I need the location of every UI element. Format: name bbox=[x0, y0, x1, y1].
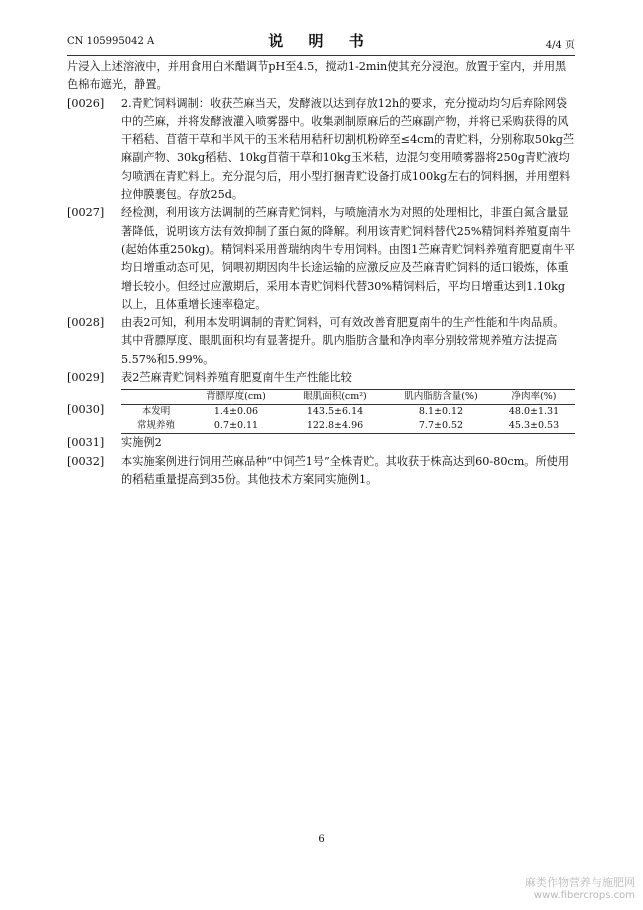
section-heading: 实施例2 bbox=[121, 436, 162, 450]
document-body bbox=[67, 58, 575, 489]
header-cell: 眼肌面积(cm²) bbox=[281, 390, 389, 405]
paragraph-0031 bbox=[67, 434, 575, 452]
table-cell: 7.7±0.52 bbox=[389, 419, 493, 434]
page-indicator: 4/4 页 bbox=[545, 40, 575, 51]
header-cell: 净肉率(%) bbox=[493, 390, 575, 405]
paragraph-number: [0027] bbox=[67, 206, 105, 220]
table-row bbox=[121, 419, 575, 434]
paragraph-number: [0030] bbox=[67, 403, 105, 417]
table-caption: 表2苎麻青贮饲料养殖育肥夏南牛生产性能比较 bbox=[121, 371, 352, 385]
page-header bbox=[67, 30, 575, 52]
watermark-url: www.fibercrops.com bbox=[533, 890, 635, 901]
table-cell: 8.1±0.12 bbox=[418, 406, 464, 418]
watermark-title: 麻类作物营养与施肥网 bbox=[525, 876, 635, 889]
header-cell bbox=[121, 390, 191, 405]
table-cell: 122.8±4.96 bbox=[281, 419, 389, 434]
paragraph-0026 bbox=[67, 95, 575, 205]
header-cell: 背膘厚度(cm) bbox=[191, 390, 281, 405]
paragraph-0032 bbox=[67, 453, 575, 490]
watermark bbox=[525, 876, 635, 902]
paragraph-text: 2.青贮饲料调制：收获苎麻当天，发酵液以达到存放12h的要求，充分搅动均匀后弃除网袋中的苎麻，并将发酵液灌入喷雾器中。收集剥制原麻后的苎麻副产物，并将已采购获得的风干稻秸、苜蓿干草和半风干的玉米秸用秸秆切割机粉碎至≤4cm的青贮料，分别称取50kg苎麻副产物、30kg稻秸、10kg苜蓿干草和10kg玉米秸，边混匀变用喷雾器将250g青贮液均匀喷洒在青贮料上。充分混匀后，用小型打捆青贮设备打成100kg左右的饲料捆，并用塑料拉伸膜裹包。存放25d。 bbox=[121, 96, 575, 202]
paragraph-text: 经检测，利用该方法调制的苎麻青贮饲料，与喷施清水为对照的处理相比，非蛋白氮含量显著降低，说明该方法有效抑制了蛋白氮的降解。利用该青贮饲料替代25%精饲料养殖夏南牛(起始体重250kg)。精饲料采用普瑞纳肉牛专用饲料。由图1苎麻青贮饲料养殖育肥夏南牛平均日增重动态可见，饲喂初期因肉牛长途运输的应激反应及苎麻青贮饲料的适口锻炼，体重增长较小。但经过应激期后，采用本青贮饲料代替30%精饲料后，平均日增重达到1.10kg以上，且体重增长速率稳定。 bbox=[121, 206, 575, 311]
paragraph-0029 bbox=[67, 369, 575, 387]
page-number-footer: 6 bbox=[318, 834, 325, 845]
paragraph-number: [0028] bbox=[67, 316, 105, 330]
header-cell: 肌内脂肪含量(%) bbox=[389, 390, 493, 405]
table-cell: 143.5±6.14 bbox=[306, 406, 364, 418]
paragraph-0030 bbox=[67, 389, 575, 434]
table-cell: 48.0±1.31 bbox=[508, 406, 560, 418]
table-cell: 0.7±0.11 bbox=[191, 419, 281, 434]
table-cell: 本发明 bbox=[141, 406, 171, 418]
paragraph-number: [0031] bbox=[67, 436, 105, 450]
table-cell: 常规养殖 bbox=[121, 419, 191, 434]
continuation-text: 片浸入上述溶液中，并用食用白米醋调节pH至4.5，搅动1-2min使其充分浸泡。放置于室内，并用黑色棉布遮光，静置。 bbox=[67, 60, 567, 92]
table-header-row bbox=[121, 390, 575, 405]
paragraph-number: [0026] bbox=[67, 96, 105, 110]
paragraph-number: [0029] bbox=[67, 371, 105, 385]
performance-table bbox=[121, 389, 575, 434]
paragraph-0028 bbox=[67, 314, 575, 369]
table-row bbox=[121, 405, 575, 420]
header-rule bbox=[67, 55, 575, 56]
publication-number: CN 105995042 A bbox=[67, 36, 155, 47]
table-cell: 45.3±0.53 bbox=[493, 419, 575, 434]
table-cell: 1.4±0.06 bbox=[213, 406, 259, 418]
document-title: 说 明 书 bbox=[268, 32, 374, 50]
paragraph-0027 bbox=[67, 204, 575, 314]
paragraph-text: 本实施案例进行饲用苎麻品种“中饲苎1号”全株青贮。其收获于株高达到60-80cm。所使用的稻秸重量提高到35份。其他技术方案同实施例1。 bbox=[121, 454, 570, 486]
paragraph-number: [0032] bbox=[67, 454, 105, 468]
paragraph-text: 由表2可知，利用本发明调制的青贮饲料，可有效改善育肥夏南牛的生产性能和牛肉品质。其中背膘厚度、眼肌面积均有显著提升。肌内脂肪含量和净肉率分别较常规养殖方法提高5.57%和5.99%。 bbox=[121, 316, 565, 366]
